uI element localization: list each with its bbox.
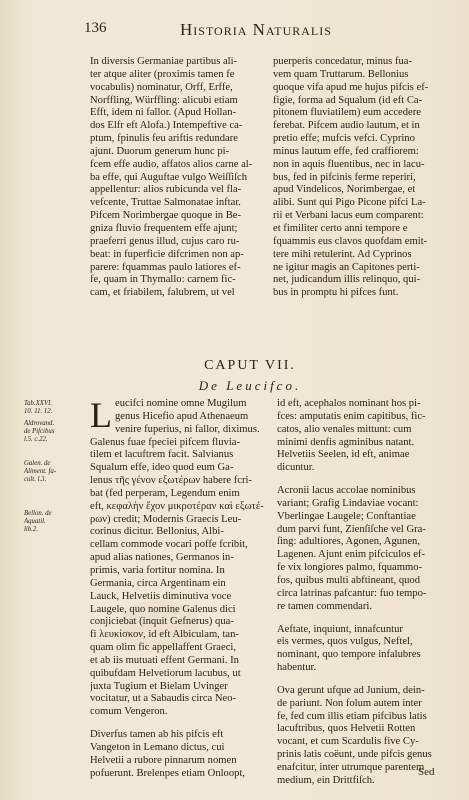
text-line: Vangeton in Lemano dictus, cui — [90, 741, 225, 753]
text-line: vefcente, Truttae Salmonatae inftar. — [90, 197, 241, 209]
top-left-column — [90, 56, 266, 300]
text-line: fe, quam in Thymallo: carnem fic- — [90, 274, 236, 286]
text-line: Aeftate, inquiunt, innafcuntur — [277, 623, 403, 635]
margin-note-line: Bellon. de — [24, 510, 52, 517]
text-line: dos Elfr eft Alofa.) Intempeftive ca- — [90, 120, 243, 132]
text-line: praeferri genus illud, cujus caro ru- — [90, 235, 240, 247]
text-line: conjiciebat (inquit Gefnerus) qua- — [90, 616, 234, 628]
text-line: lacuftribus, quos Helvetii Rotten — [277, 723, 416, 735]
top-right-column — [273, 56, 444, 300]
text-line: fi λευκίσκον, id eft Albiculam, tan- — [90, 629, 239, 641]
text-line: bat (fed perperam, Legendum enim — [90, 487, 240, 499]
bottom-left-column — [90, 395, 268, 780]
text-line: fcem effe audio, affatos alios carne al- — [90, 158, 253, 170]
text-line: fe, fed cum illis etiam pifcibus latis — [277, 710, 427, 722]
text-line: dum parvi funt, Zienſiſche vel Gra- — [277, 523, 426, 535]
chapter-title: CAPUT VII. — [204, 358, 296, 373]
text-line: juxta Tugium et Bielam Uvinger — [90, 680, 228, 692]
running-head: Historia Naturalis — [180, 20, 332, 39]
text-line: enafcitur, inter utrumque parentem — [277, 761, 425, 773]
catchword: Sed — [418, 766, 435, 778]
text-line: fe vix longiores palmo, fquammo- — [277, 562, 423, 574]
text-line: quibufdam Helvetiorum lacubus, ut — [90, 667, 241, 679]
text-line: variant; Grafig Lindaviae vocant: — [277, 497, 419, 509]
text-line: prinis latis coëunt, unde pifcis genus — [277, 749, 432, 761]
text-line: circa latrinas pafcantur: fuo tempo- — [277, 587, 427, 599]
text-line: parere: fquammas paulo latiores ef- — [90, 261, 241, 273]
text-line: ne igitur magis an Capitones perti- — [273, 261, 420, 273]
text-line: Vberlingae Laugele; Conftantiae — [277, 510, 416, 522]
text-line: puerperis concedatur, minus fua- — [273, 56, 413, 67]
text-line: fces: amputatis enim capitibus, fic- — [277, 410, 426, 422]
text-line: bus, fed in pifcinis ferme reperiri, — [273, 171, 416, 183]
text-line: venire fuperius, ni fallor, diximus. — [115, 423, 260, 435]
text-line: lenus τῆς γένον εξωτέρων habere fcri- — [90, 475, 252, 487]
text-line: Galenus fuae fpeciei pifcem fluvia- — [90, 436, 241, 448]
text-line: genus Hicefio apud Athenaeum — [115, 410, 249, 422]
text-line: minus lautum effe, fed craffiorem: — [273, 145, 419, 157]
margin-note — [24, 400, 84, 416]
paragraph-gap — [277, 614, 444, 624]
margin-note — [24, 420, 84, 444]
text-line: comum Vengeron. — [90, 706, 168, 718]
text-line: gniza fluvio frequentem effe ajunt; — [90, 222, 238, 234]
text-line: Helvetiis Seelen, id eft, animae — [277, 449, 410, 461]
margin-note-line: l.5. c.22. — [24, 436, 48, 443]
text-line: catos, alio venales mittunt: cum — [277, 423, 412, 435]
text-line: ba effe, qui Auguftae vulgo Weiſſiſch — [90, 171, 248, 183]
text-line: beat: in fuperficie difcrimen non ap- — [90, 248, 244, 260]
text-line: id eft, acephalos nominant hos pi- — [277, 398, 421, 409]
text-line: eucifci nomine omne Mugilum — [115, 398, 247, 409]
text-line: cam, et friabilem, falubrem, ut vel — [90, 287, 235, 299]
text-line: apud alias nationes, Germanos in- — [90, 552, 234, 564]
text-line: pitonem fluviatilem) eum accedere — [273, 107, 421, 119]
text-line: cellam commode vocari poffe fcribit, — [90, 539, 248, 551]
text-line: Pifcem Norimbergae quoque in Be- — [90, 210, 242, 222]
text-line: Ova gerunt ufque ad Junium, dein- — [277, 684, 425, 696]
text-line: vocant, et cum Scardulis five Cy- — [277, 736, 419, 748]
text-line: Diverfus tamen ab his pifcis eft — [90, 729, 224, 741]
page-number: 136 — [84, 20, 107, 36]
text-line: eis vermes, quos vulgus, Neftel, — [277, 636, 413, 648]
text-line: dicuntur. — [277, 462, 315, 474]
paragraph-gap — [277, 675, 444, 685]
text-line: tere mihi retulerint. Ad Cyprinos — [273, 248, 412, 260]
margin-note-line: 10. 11. 12. — [24, 408, 53, 415]
text-line: de pariunt. Non folum autem inter — [277, 697, 422, 709]
text-line: ρων) credit; Modernis Graecis Leu- — [90, 513, 242, 525]
text-line: primis, varia fortitur nomina. In — [90, 564, 225, 576]
text-line: tilem et lacuftrem facit. Salvianus — [90, 449, 234, 461]
margin-note-line: Aliment. fa- — [24, 468, 57, 475]
paragraph-gap — [90, 719, 268, 729]
text-line: vocabulis) nominatur, Orff, Erffe, — [90, 81, 233, 93]
text-line: ptum, fpinulis feu ariftis redundare — [90, 133, 238, 145]
text-line: Squalum effe, ideo quod eum Ga- — [90, 462, 234, 474]
text-line: net, judicandum illis relinquo, qui- — [273, 274, 421, 286]
text-line: vem quam Truttarum. Bellonius — [273, 68, 409, 80]
text-line: Norffling, Würffling: alicubi etiam — [90, 94, 238, 106]
text-line: et fimiliter certo anni tempore e — [273, 222, 408, 234]
margin-note — [24, 460, 84, 484]
text-line: Helvetii a rubore pinnarum nomen — [90, 754, 237, 766]
text-line: habentur. — [277, 662, 317, 674]
margin-note-line: Aquatil. — [24, 518, 46, 525]
drop-cap: L — [90, 395, 112, 435]
margin-note-line: Galen. de — [24, 460, 51, 467]
text-line: Germania, circa Argentinam ein — [90, 577, 226, 589]
text-line: medium, ein Drittfiſch. — [277, 774, 375, 786]
paragraph-gap — [277, 475, 444, 485]
margin-note-line: de Pifcibus — [24, 428, 55, 435]
text-line: Lagenen. Ajunt enim pifciculos ef- — [277, 549, 425, 561]
text-line: apud Vindelicos, Norimbergae, et — [273, 184, 416, 196]
text-line: quam olim fic appellaffent Graeci, — [90, 642, 236, 654]
text-line: ter atque aliter (proximis tamen fe — [90, 68, 235, 80]
text-line: rii et Verbani lacus eum comparent: — [273, 210, 424, 222]
text-line: corinus dicitur. Bellonius, Albi- — [90, 526, 224, 538]
text-line: re tamen commendari. — [277, 600, 373, 612]
text-line: eft, κεφαλὴν ἔχον μικροτέραν καὶ εξωτέ- — [90, 500, 264, 512]
text-line: nominant, quo tempore infalubres — [277, 649, 421, 661]
margin-note — [24, 510, 84, 534]
text-line: In diversis Germaniae partibus ali- — [90, 56, 238, 67]
margin-note-line: cult. l.3. — [24, 476, 47, 483]
text-line: alibi. Sunt qui Pigo Picone pifci La- — [273, 197, 426, 209]
text-line: pretio effe; mufcis vefci. Cyprino — [273, 133, 415, 145]
text-line: Lauck, Helvetiis diminutiva voce — [90, 590, 232, 602]
text-line: appellentur: alios rubicunda vel fla- — [90, 184, 242, 196]
text-line: vocitatur, ut a Sabaudis circa Neo- — [90, 693, 237, 705]
text-line: fquammis eus clavos quofdam emit- — [273, 235, 428, 247]
chapter-subtitle: De Leucifco. — [198, 378, 302, 393]
text-line: ferebat. Pifcem audio lautum, et in — [273, 120, 420, 132]
text-line: bus in promptu hi pifces funt. — [273, 287, 399, 299]
bottom-right-column — [277, 398, 444, 788]
text-line: figie, forma ad Squalum (id eft Ca- — [273, 94, 423, 106]
text-line: Efft, idem ni fallor. (Apud Hollan- — [90, 107, 237, 119]
text-line: et ab iis mutuati effent Germani. In — [90, 654, 239, 666]
margin-note-line: lib.2. — [24, 526, 38, 533]
text-line: ſing: adultiores, Agonen, Agunen, — [277, 536, 420, 548]
text-line: minimi denfis agminibus natant. — [277, 436, 415, 448]
text-line: non in aquis fluentibus, nec in lacu- — [273, 158, 425, 170]
page-header — [0, 20, 469, 44]
text-line: ajunt. Duorum generum hunc pi- — [90, 145, 230, 157]
text-line: pofuerunt. Brelenpes etiam Onloopt, — [90, 767, 246, 779]
text-line: quoque vifa apud me hujus pifcis ef- — [273, 81, 429, 93]
text-line: Laugele, quo nomine Galenus dici — [90, 603, 236, 615]
text-line: fos, quibus multi abftineant, quod — [277, 574, 421, 586]
margin-note-line: Aldrovand. — [24, 420, 55, 427]
text-line: Acronii lacus accolae nominibus — [277, 485, 416, 497]
margin-note-line: Tab.XXVI. — [24, 400, 53, 407]
